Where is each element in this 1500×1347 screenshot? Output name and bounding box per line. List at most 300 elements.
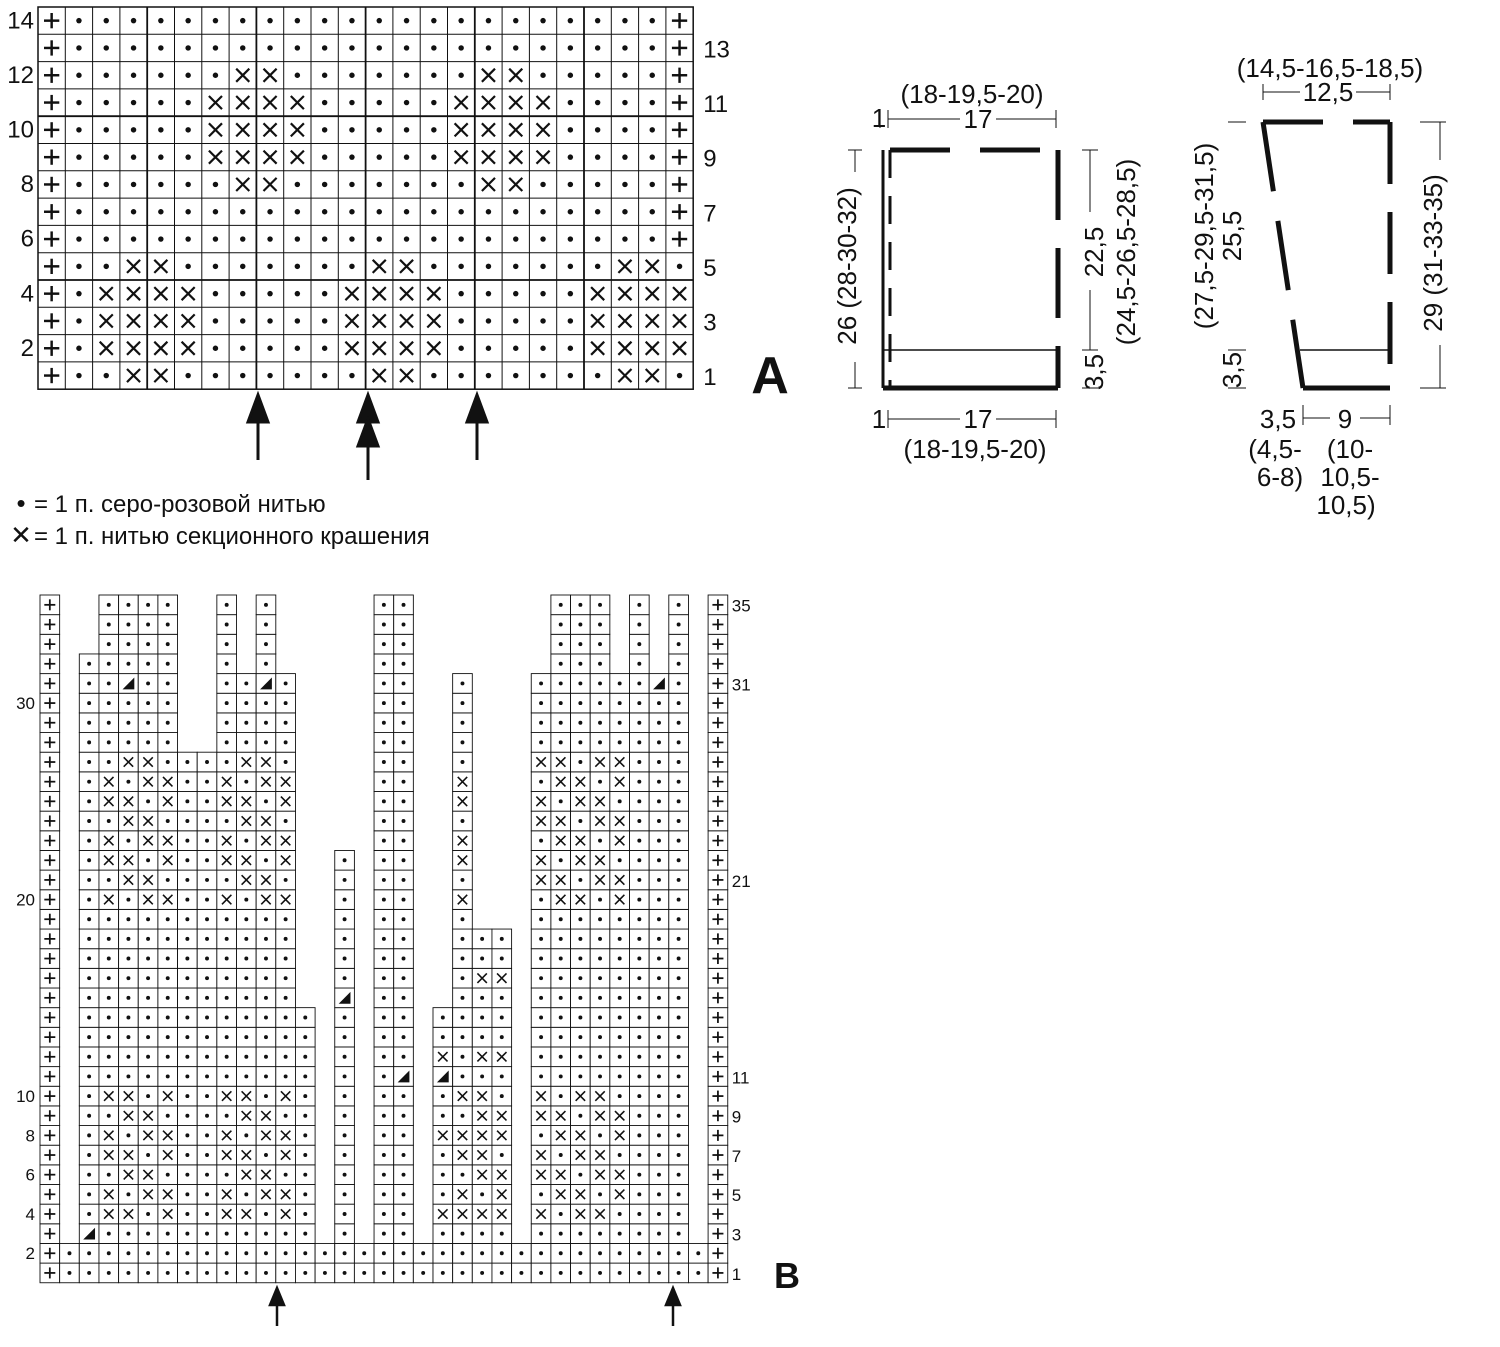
dot-stitch [402, 1133, 406, 1137]
dot-stitch [107, 701, 111, 705]
dot-stitch [377, 182, 382, 187]
dot-stitch [126, 1055, 130, 1059]
edge-stitch [44, 259, 59, 274]
dot-stitch [598, 1133, 602, 1137]
cross-stitch [400, 260, 413, 273]
dot-stitch [244, 681, 248, 685]
dot-stitch [343, 1251, 347, 1255]
dot-stitch [657, 898, 661, 902]
dot-stitch [225, 1251, 229, 1255]
dot-stitch [657, 1094, 661, 1098]
dot-stitch [264, 799, 268, 803]
dot-stitch [622, 209, 627, 214]
dot-stitch [657, 1055, 661, 1059]
dot-stitch [539, 937, 543, 941]
dot-stitch [87, 740, 91, 744]
dot-stitch [421, 1251, 425, 1255]
dot-stitch [622, 73, 627, 78]
dot-stitch [480, 1251, 484, 1255]
dot-stitch [322, 209, 327, 214]
dot-stitch [303, 1016, 307, 1020]
dot-stitch [559, 957, 563, 961]
dot-stitch [284, 740, 288, 744]
dot-stitch [637, 1035, 641, 1039]
cross-stitch [209, 151, 222, 164]
dot-stitch [382, 937, 386, 941]
dot-stitch [225, 1016, 229, 1020]
dot-stitch [637, 819, 641, 823]
edge-stitch [672, 13, 687, 28]
dot-stitch [441, 1016, 445, 1020]
dot-stitch [540, 236, 545, 241]
dot-symbol: • [16, 488, 26, 518]
dot-stitch [500, 1035, 504, 1039]
dot-stitch [185, 127, 190, 132]
edge-stitch [44, 368, 59, 383]
dot-stitch [146, 976, 150, 980]
dot-stitch [322, 100, 327, 105]
dot-stitch [131, 100, 136, 105]
dot-stitch [126, 1192, 130, 1196]
dot-stitch [158, 45, 163, 50]
cross-stitch [182, 314, 195, 327]
sleeve-schematic [1189, 53, 1448, 520]
dot-stitch [213, 346, 218, 351]
dot-stitch [677, 1133, 681, 1137]
dot-stitch [126, 780, 130, 784]
dot-stitch [677, 1055, 681, 1059]
edge-stitch [44, 286, 59, 301]
body-right-lower: 3,5 [1079, 353, 1109, 391]
dot-stitch [244, 1251, 248, 1255]
dot-stitch [382, 760, 386, 764]
dot-stitch [146, 917, 150, 921]
dot-stitch [578, 701, 582, 705]
dot-stitch [146, 858, 150, 862]
dot-stitch [637, 898, 641, 902]
dot-stitch [677, 721, 681, 725]
dot-stitch [107, 957, 111, 961]
dot-stitch [267, 346, 272, 351]
dot-stitch [295, 291, 300, 296]
dot-stitch [559, 976, 563, 980]
dot-stitch [513, 236, 518, 241]
dot-stitch [402, 681, 406, 685]
dot-stitch [595, 18, 600, 23]
cross-stitch [591, 314, 604, 327]
dot-stitch [677, 740, 681, 744]
dot-stitch [87, 917, 91, 921]
dot-stitch [244, 996, 248, 1000]
dot-stitch [441, 1094, 445, 1098]
dot-stitch [461, 878, 465, 882]
dot-stitch [377, 154, 382, 159]
dot-stitch [104, 45, 109, 50]
cross-stitch [482, 69, 495, 82]
sleeve-top-main: 12,5 [1302, 77, 1354, 107]
dot-stitch [637, 760, 641, 764]
dot-stitch [568, 100, 573, 105]
dot-stitch [213, 373, 218, 378]
body-bottom-small: 1 [871, 404, 887, 434]
dot-stitch [166, 878, 170, 882]
dot-stitch [225, 1232, 229, 1236]
cross-stitch [127, 342, 140, 355]
cross-stitch [154, 369, 167, 382]
dot-stitch [104, 264, 109, 269]
cross-stitch [673, 287, 686, 300]
dot-stitch [225, 1074, 229, 1078]
dot-stitch [166, 1251, 170, 1255]
edge-stitch [672, 231, 687, 246]
dot-stitch [461, 957, 465, 961]
dot-stitch [568, 18, 573, 23]
dot-stitch [657, 917, 661, 921]
dot-stitch [87, 1055, 91, 1059]
dot-stitch [461, 819, 465, 823]
dot-stitch [295, 236, 300, 241]
dot-stitch [480, 1035, 484, 1039]
dot-stitch [382, 858, 386, 862]
dot-stitch [87, 721, 91, 725]
dot-stitch [205, 957, 209, 961]
dot-stitch [264, 976, 268, 980]
dot-stitch [76, 154, 81, 159]
dot-stitch [578, 760, 582, 764]
dot-stitch [343, 858, 347, 862]
dot-stitch [146, 1271, 150, 1275]
dot-stitch [225, 701, 229, 705]
dot-stitch [244, 1016, 248, 1020]
dot-stitch [622, 18, 627, 23]
dot-stitch [539, 1133, 543, 1137]
dot-stitch [146, 1232, 150, 1236]
dot-stitch [244, 957, 248, 961]
chart-b-row-number-left: 20 [16, 890, 35, 910]
dot-stitch [402, 1153, 406, 1157]
dot-stitch [225, 1271, 229, 1275]
dot-stitch [618, 1094, 622, 1098]
dot-stitch [166, 681, 170, 685]
cross-stitch [263, 96, 276, 109]
dot-stitch [382, 740, 386, 744]
dot-stitch [349, 154, 354, 159]
dot-stitch [402, 1016, 406, 1020]
dot-stitch [87, 1192, 91, 1196]
dot-stitch [461, 1114, 465, 1118]
dot-stitch [126, 701, 130, 705]
dot-stitch [107, 996, 111, 1000]
dot-stitch [264, 740, 268, 744]
dot-stitch [382, 1035, 386, 1039]
dot-stitch [205, 1173, 209, 1177]
dot-stitch [343, 1055, 347, 1059]
dot-stitch [657, 957, 661, 961]
dot-stitch [568, 346, 573, 351]
cross-stitch [100, 342, 113, 355]
dot-stitch [343, 1016, 347, 1020]
edge-stitch [44, 231, 59, 246]
dot-stitch [618, 1251, 622, 1255]
dot-stitch [303, 1173, 307, 1177]
dot-stitch [568, 318, 573, 323]
dot-stitch [402, 1055, 406, 1059]
dot-stitch [598, 1232, 602, 1236]
chart-a-row-number-left: 14 [7, 7, 34, 35]
dot-stitch [107, 1251, 111, 1255]
dot-stitch [637, 740, 641, 744]
dot-stitch [322, 127, 327, 132]
dot-stitch [107, 603, 111, 607]
dot-stitch [264, 1016, 268, 1020]
dot-stitch [107, 1055, 111, 1059]
cross-stitch [618, 369, 631, 382]
dot-stitch [166, 1074, 170, 1078]
dot-stitch [637, 858, 641, 862]
dot-stitch [205, 1232, 209, 1236]
dot-stitch [441, 1153, 445, 1157]
dot-stitch [343, 1192, 347, 1196]
dot-stitch [622, 45, 627, 50]
dot-stitch [264, 642, 268, 646]
dot-stitch [677, 1192, 681, 1196]
sleeve-right-height: 29 (31-33-35) [1418, 174, 1448, 332]
dot-stitch [87, 878, 91, 882]
dot-stitch [185, 937, 189, 941]
dot-stitch [598, 1035, 602, 1039]
dot-stitch [677, 373, 682, 378]
dot-stitch [637, 780, 641, 784]
dot-stitch [431, 236, 436, 241]
dot-stitch [595, 154, 600, 159]
edge-stitch [44, 68, 59, 83]
chart-b-row-number-left: 6 [25, 1165, 35, 1185]
dot-stitch [382, 898, 386, 902]
dot-stitch [559, 1055, 563, 1059]
dot-stitch [322, 346, 327, 351]
dot-stitch [185, 957, 189, 961]
dot-stitch [500, 937, 504, 941]
dot-stitch [513, 264, 518, 269]
dot-stitch [225, 603, 229, 607]
dot-stitch [618, 957, 622, 961]
dot-stitch [458, 291, 463, 296]
dot-stitch [559, 937, 563, 941]
dot-stitch [185, 1074, 189, 1078]
dot-stitch [540, 18, 545, 23]
dot-stitch [284, 996, 288, 1000]
dot-stitch [677, 603, 681, 607]
dot-stitch [244, 1271, 248, 1275]
dot-stitch [578, 917, 582, 921]
dot-stitch [657, 780, 661, 784]
body-right-upper-alt: (24,5-26,5-28,5) [1111, 158, 1141, 346]
dot-stitch [431, 264, 436, 269]
sleeve-left-upper-alt: (27,5-29,5-31,5) [1189, 142, 1219, 330]
dot-stitch [131, 236, 136, 241]
dot-stitch [185, 236, 190, 241]
dot-stitch [87, 780, 91, 784]
dot-stitch [657, 937, 661, 941]
dot-stitch [539, 1055, 543, 1059]
cross-stitch [400, 342, 413, 355]
dot-stitch [158, 209, 163, 214]
dot-stitch [104, 182, 109, 187]
dot-stitch [87, 701, 91, 705]
dot-stitch [568, 127, 573, 132]
dot-stitch [303, 1133, 307, 1137]
dot-stitch [382, 642, 386, 646]
dot-stitch [284, 721, 288, 725]
dot-stitch [107, 1016, 111, 1020]
cross-stitch [154, 260, 167, 273]
dot-stitch [166, 1016, 170, 1020]
dot-stitch [622, 154, 627, 159]
sleeve-bottom-left-alt2: 6-8) [1256, 462, 1304, 492]
dot-stitch [205, 858, 209, 862]
dot-stitch [402, 1271, 406, 1275]
dot-stitch [559, 662, 563, 666]
dot-stitch [578, 1016, 582, 1020]
dot-stitch [696, 1271, 700, 1275]
dot-stitch [267, 373, 272, 378]
dot-stitch [431, 45, 436, 50]
chart-a-row-number-left: 8 [20, 171, 34, 199]
dot-stitch [540, 45, 545, 50]
dot-stitch [244, 1055, 248, 1059]
dot-stitch [461, 1055, 465, 1059]
cross-stitch [291, 123, 304, 136]
dot-stitch [539, 898, 543, 902]
dot-stitch [402, 1173, 406, 1177]
dot-stitch [284, 1251, 288, 1255]
cross-stitch [455, 96, 468, 109]
dot-stitch [441, 1035, 445, 1039]
dot-stitch [322, 318, 327, 323]
dot-stitch [166, 603, 170, 607]
dot-stitch [343, 878, 347, 882]
dot-stitch [431, 154, 436, 159]
dot-stitch [87, 681, 91, 685]
dot-stitch [559, 799, 563, 803]
dot-stitch [240, 291, 245, 296]
cross-stitch [509, 123, 522, 136]
dot-stitch [598, 917, 602, 921]
dot-stitch [377, 127, 382, 132]
dot-stitch [87, 1035, 91, 1039]
dot-stitch [158, 18, 163, 23]
dot-stitch [87, 976, 91, 980]
dot-stitch [382, 957, 386, 961]
edge-stitch [44, 122, 59, 137]
dot-stitch [500, 1016, 504, 1020]
dot-stitch [264, 858, 268, 862]
dot-stitch [431, 182, 436, 187]
dot-stitch [225, 819, 229, 823]
dot-stitch [598, 1271, 602, 1275]
dot-stitch [402, 976, 406, 980]
dot-stitch [637, 1271, 641, 1275]
dot-stitch [595, 373, 600, 378]
dot-stitch [540, 373, 545, 378]
dot-stitch [578, 976, 582, 980]
dot-stitch [126, 1271, 130, 1275]
chart-a-row-number-right: 13 [703, 36, 730, 64]
dot-stitch [76, 100, 81, 105]
dot-stitch [166, 937, 170, 941]
dot-stitch [205, 760, 209, 764]
dot-stitch [225, 623, 229, 627]
dot-stitch [343, 1212, 347, 1216]
dot-stitch [486, 18, 491, 23]
body-top-main: 17 [963, 104, 993, 134]
dot-stitch [568, 209, 573, 214]
dot-stitch [349, 18, 354, 23]
dot-stitch [225, 917, 229, 921]
dot-stitch [185, 373, 190, 378]
dot-stitch [402, 839, 406, 843]
dot-stitch [402, 957, 406, 961]
dot-stitch [382, 780, 386, 784]
dot-stitch [598, 937, 602, 941]
cross-stitch [427, 342, 440, 355]
dot-stitch [87, 839, 91, 843]
dot-stitch [382, 819, 386, 823]
dot-stitch [76, 346, 81, 351]
dot-stitch [87, 1271, 91, 1275]
dot-stitch [264, 1251, 268, 1255]
dot-stitch [637, 1133, 641, 1137]
dot-stitch [637, 642, 641, 646]
dot-stitch [539, 1074, 543, 1078]
dot-stitch [657, 701, 661, 705]
dot-stitch [382, 1271, 386, 1275]
dot-stitch [500, 1094, 504, 1098]
dot-stitch [322, 236, 327, 241]
cross-stitch [182, 342, 195, 355]
cross-stitch [154, 342, 167, 355]
dot-stitch [404, 18, 409, 23]
dot-stitch [461, 937, 465, 941]
dot-stitch [267, 18, 272, 23]
dot-stitch [657, 1232, 661, 1236]
dot-stitch [559, 1016, 563, 1020]
dot-stitch [131, 73, 136, 78]
chart-a-row-number-right: 5 [703, 254, 717, 282]
dot-stitch [225, 662, 229, 666]
cross-stitch [536, 96, 549, 109]
dot-stitch [382, 1074, 386, 1078]
dot-stitch [166, 701, 170, 705]
dot-stitch [402, 1114, 406, 1118]
dot-stitch [618, 1016, 622, 1020]
cross-stitch [646, 287, 659, 300]
dot-stitch [205, 917, 209, 921]
dot-stitch [578, 1055, 582, 1059]
dot-stitch [166, 957, 170, 961]
cross-stitch [591, 342, 604, 355]
cross-stitch [236, 123, 249, 136]
dot-stitch [431, 127, 436, 132]
dot-stitch [458, 236, 463, 241]
dot-stitch [284, 760, 288, 764]
dot-stitch [185, 878, 189, 882]
dot-stitch [264, 662, 268, 666]
dot-stitch [657, 976, 661, 980]
dot-stitch [146, 740, 150, 744]
dot-stitch [500, 1074, 504, 1078]
dot-stitch [205, 780, 209, 784]
